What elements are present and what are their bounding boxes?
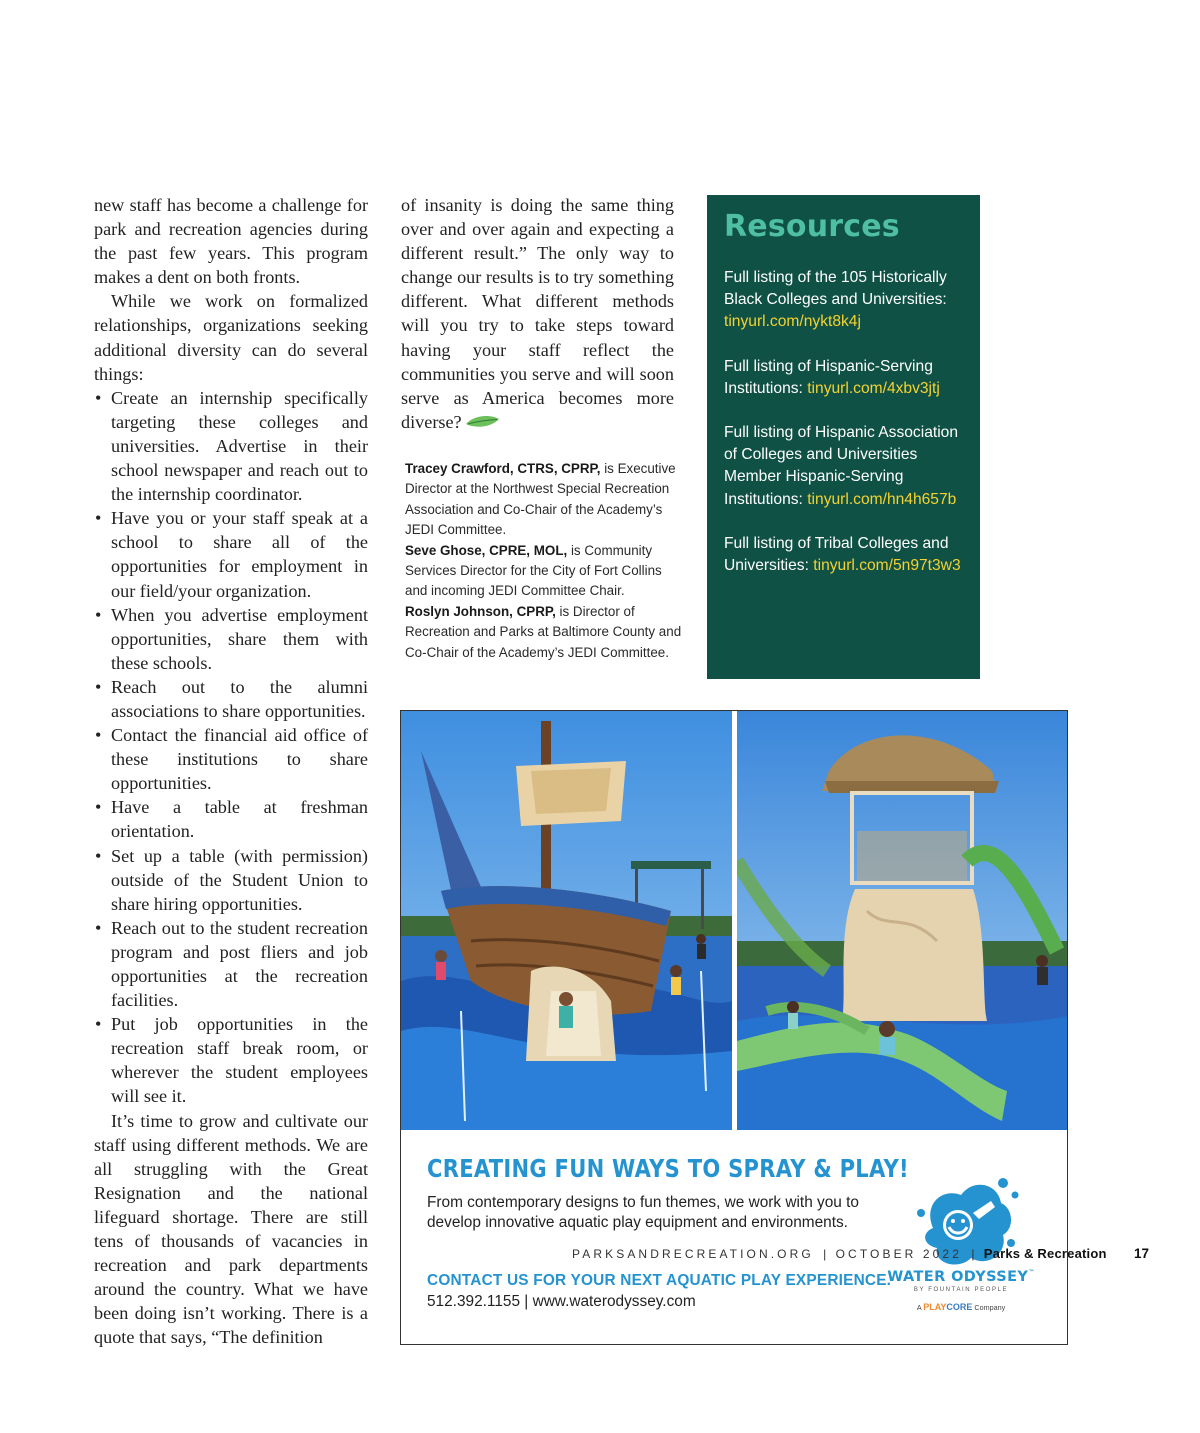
resources-sidebar [707, 195, 980, 679]
page-footer [0, 1246, 1149, 1261]
treehouse-slide-photo [737, 711, 1068, 1130]
paragraph [401, 193, 674, 434]
resource-text: Full listing of Hispanic Association of Colleges and Universities Member Hispanic-Serving Institutions: [724, 424, 959, 508]
tips-list [94, 386, 368, 1109]
list-item: • Set up a table (with permission) outside of the Student Union to share hiring opportunities. [94, 844, 368, 916]
list-item: • Put job opportunities in the recreation staff break room, or wherever the student employees will see it. [94, 1012, 368, 1108]
resource-item [724, 533, 963, 577]
list-item: • Reach out to the alumni associations to share opportunities. [94, 675, 368, 723]
footer-site: PARKSANDRECREATION.ORG [572, 1247, 814, 1261]
author-name: Tracey Crawford, CTRS, CPRP, [405, 461, 601, 476]
list-item: • Create an internship specifically targeting these colleges and universities. Advertise in their school newspaper and reach out to the internship coordinator. [94, 386, 368, 506]
footer-separator: | [823, 1247, 827, 1261]
paragraph: new staff has become a challenge for park and recreation agencies during the past few years. This program makes a dent on both fronts. [94, 195, 368, 288]
author-name: Roslyn Johnson, CPRP, [405, 603, 556, 619]
leaf-end-icon [464, 415, 500, 429]
author-bio [405, 541, 685, 602]
separator: | [524, 1293, 529, 1310]
author-description: is Community Services Director for the City of Fort Collins and incoming JEDI Committee Chair. [405, 542, 662, 599]
author-bio [405, 459, 685, 541]
list-item: • Contact the financial aid office of these institutions to share opportunities. [94, 723, 368, 795]
logo-wordmark [879, 1269, 1043, 1285]
author-description: is Executive Director at the Northwest Special Recreation Association and Co-Chair of the Academy’s JEDI Committee. [405, 461, 676, 538]
company-suffix: Company [974, 1303, 1006, 1312]
article-column-2 [401, 193, 674, 434]
resource-text: Full listing of Hispanic-Serving Institutions: [724, 357, 933, 397]
paragraph-text: of insanity is doing the same thing over and over again and expecting a different result.” The only way to change our results is to try something different. What different methods will you try to take steps toward having your staff reflect the communities you serve and will soon serve as America becomes more diverse? [401, 195, 674, 432]
logo-name-text: WATER ODYSSEY [887, 1269, 1029, 1285]
paragraph: It’s time to grow and cultivate our staff using different methods. We are all struggling with the Great Resignation and the national lifeguard shortage. There are still tens of thousands of vacancies in recreation and park departments around the country. What we have been doing isn’t working. There is a quote that says, “The definition [94, 1110, 368, 1348]
resource-link[interactable]: tinyurl.com/5n97t3w3 [813, 557, 961, 575]
author-bios [405, 459, 685, 663]
resource-link[interactable]: tinyurl.com/hn4h657b [807, 490, 957, 508]
paragraph: While we work on formalized relationships, organizations seeking additional diversity can do several things: [94, 291, 368, 384]
list-item: • Reach out to the student recreation program and post fliers and job opportunities at the recreation facilities. [94, 916, 368, 1012]
list-item: • Have a table at freshman orientation. [94, 795, 368, 843]
page-number: 17 [1133, 1246, 1149, 1261]
company-play: PLAY [923, 1302, 947, 1312]
footer-separator: | [971, 1247, 975, 1261]
resource-item [724, 267, 963, 334]
resource-link[interactable]: tinyurl.com/4xbv3jtj [807, 379, 940, 397]
parent-company-logo [879, 1302, 1043, 1312]
ad-body-text: From contemporary designs to fun themes, we work with you to develop innovative aquatic play equipment and environments. [427, 1194, 859, 1231]
author-name: Seve Ghose, CPRE, MOL, [405, 542, 568, 558]
list-item: • Have you or your staff speak at a school to share all of the opportunities for employment in our field/your organization. [94, 506, 368, 602]
trademark: ™ [1028, 1269, 1035, 1276]
footer-magazine: Parks & Recreation [983, 1246, 1107, 1261]
ad-headline: CREATING FUN WAYS TO SPRAY & PLAY! [427, 1154, 909, 1183]
author-bio [405, 602, 685, 663]
ad-contact-info [427, 1293, 696, 1311]
phone-number[interactable]: 512.392.1155 [427, 1293, 521, 1310]
resource-text: Full listing of Tribal Colleges and Universities: [724, 534, 949, 575]
resource-item [724, 356, 963, 400]
footer-date: OCTOBER 2022 [835, 1247, 962, 1261]
resource-link[interactable]: tinyurl.com/nykt8k4j [724, 313, 861, 331]
company-prefix: A [916, 1303, 922, 1312]
pirate-ship-splash-pad-photo [401, 711, 732, 1130]
website-link[interactable]: www.waterodyssey.com [532, 1293, 696, 1310]
list-item: • When you advertise employment opportunities, share them with these schools. [94, 603, 368, 675]
resource-item [724, 422, 963, 511]
author-description: is Director of Recreation and Parks at Baltimore County and Co-Chair of the Academy’s JEDI Committee. [405, 603, 682, 660]
ad-contact-cta: CONTACT US FOR YOUR NEXT AQUATIC PLAY EXPERIENCE. [427, 1272, 892, 1289]
resource-text: Full listing of the 105 Historically Black Colleges and Universities: [724, 269, 947, 309]
company-core: CORE [946, 1302, 973, 1312]
resources-title: Resources [724, 209, 900, 244]
article-column-1 [94, 193, 368, 1350]
logo-subtitle: BY FOUNTAIN PEOPLE [913, 1287, 1009, 1293]
